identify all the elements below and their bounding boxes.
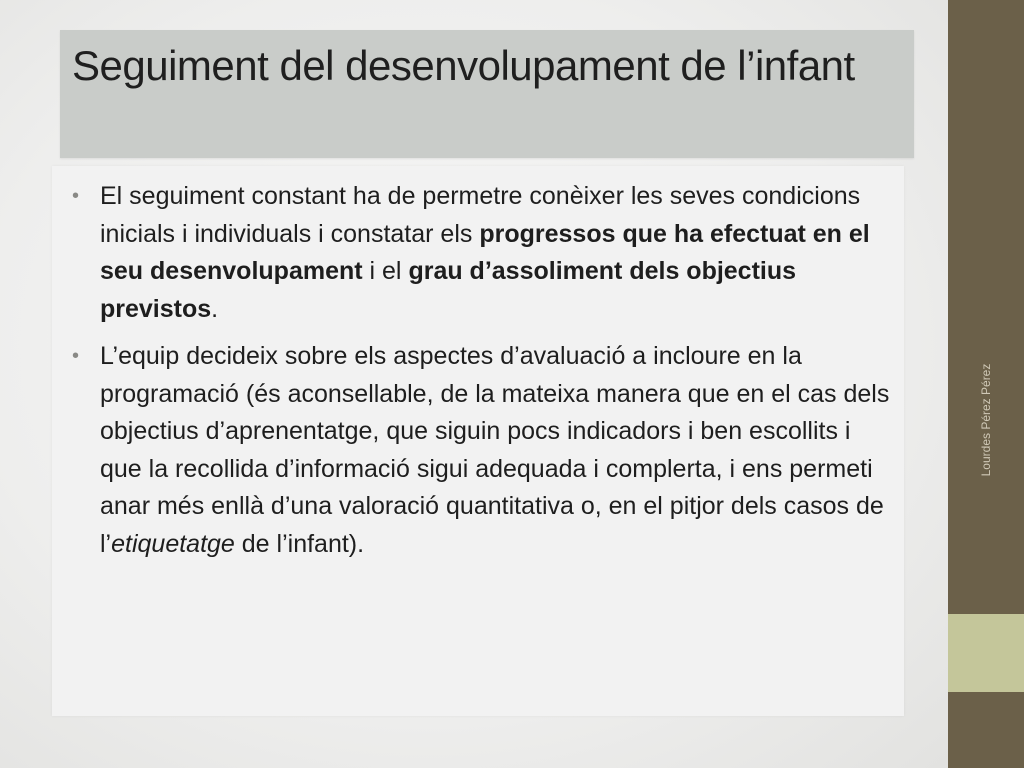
bullet-item: [72, 178, 892, 328]
side-bar-accent: [948, 614, 1024, 692]
bullet-bold-text: grau d’assoliment dels objectius previstos: [100, 257, 797, 323]
author-label: Lourdes Pérez Pérez: [979, 363, 993, 477]
bullet-text: .: [211, 294, 219, 323]
bullet-text: L’equip decideix sobre els aspectes d’avaluació a incloure en la programació (és aconsellable, de la mateixa manera que en el cas dels objectius d’aprenentatge, que siguin pocs indicadors i ben escollits i que la recollida d’informació sigui adequada i complerta, i ens permeti anar més enllà d’una valoració quantitativa o, en el pitjor dels casos de l’: [100, 342, 890, 558]
bullet-list: [72, 178, 892, 573]
bullet-italic-text: etiquetatge: [111, 529, 235, 558]
title-box: [60, 30, 914, 158]
bullet-item: [72, 338, 892, 563]
content-box: [52, 166, 904, 716]
bullet-icon: •: [72, 185, 80, 207]
bullet-text: El seguiment constant ha de permetre conèixer les seves condicions inicials i individuals i constatar els: [100, 182, 861, 248]
bullet-icon: •: [72, 345, 80, 367]
slide-title: Seguiment del desenvolupament de l’infant: [72, 42, 855, 89]
bullet-text: i el: [362, 257, 409, 285]
bullet-text: de l’infant).: [234, 529, 365, 558]
bullet-bold-text: progressos que ha efectuat en el seu desenvolupament: [100, 219, 870, 285]
